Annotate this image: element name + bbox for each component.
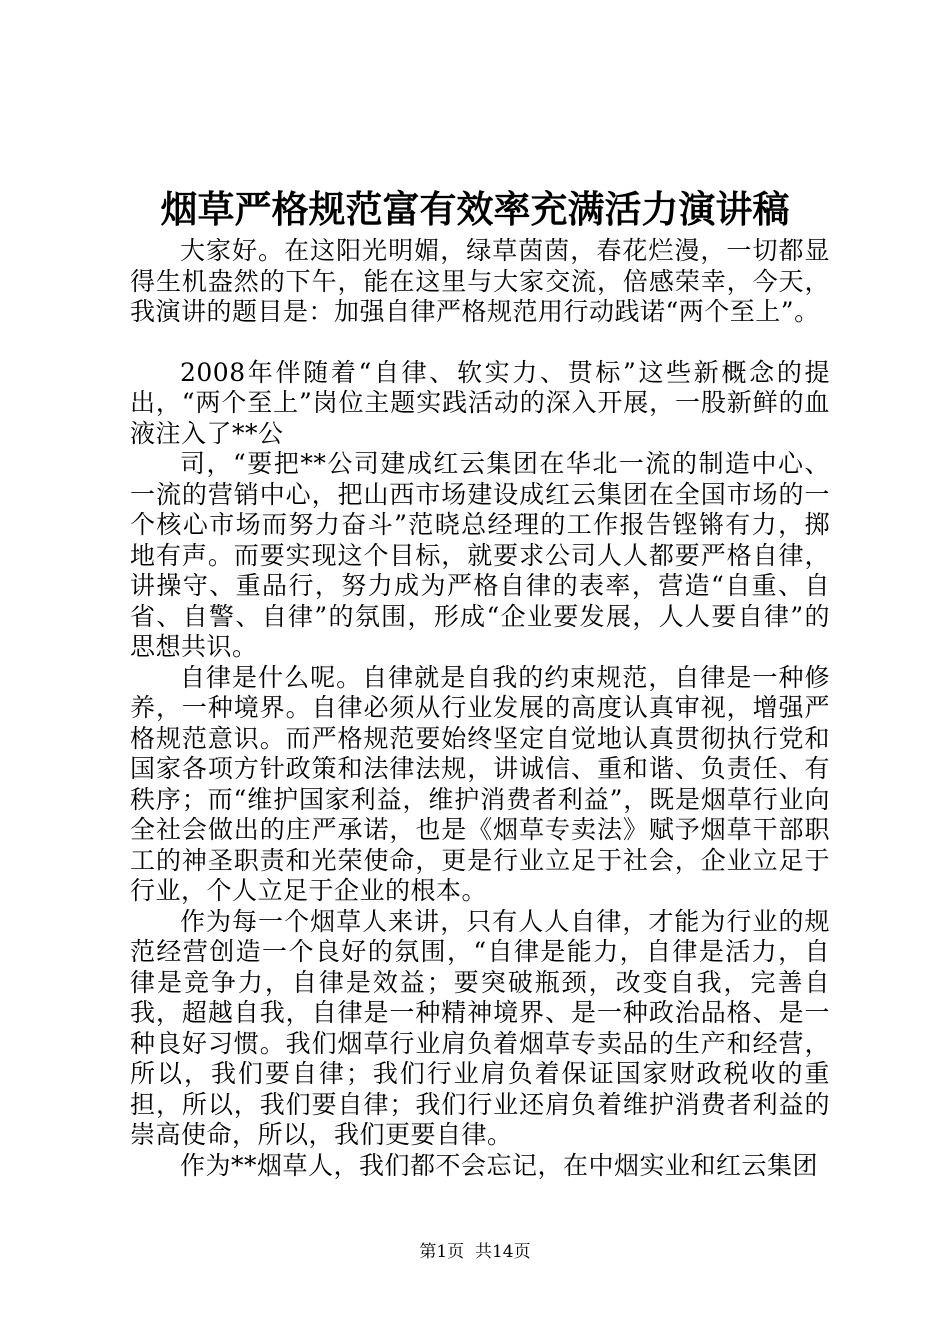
paragraph-what-is-self-discipline: 自律是什么呢。自律就是自我的约束规范，自律是一种修养，一种境界。自律必须从行业发展的高度认真审视，增强严格规范意识。而严格规范要始终坚定自觉地认真贯彻执行党和国家各项方针政策和法律法规，讲诚信、重和谐、负责任、有秩序；而“维护国家利益，维护消费者利益”，既是烟草行业向全社会做出的庄严承诺，也是《烟草专卖法》赋予烟草干部职工的神圣职责和光荣使命，更是行业立足于社会，企业立足于行业，个人立足于企业的根本。	[130, 662, 830, 905]
paragraph-greeting: 大家好。在这阳光明媚，绿草茵茵，春花烂漫，一切都显得生机盎然的下午，能在这里与大家交流，倍感荣幸，今天，我演讲的题目是：加强自律严格规范用行动践诺“两个至上”。	[130, 236, 830, 326]
paragraph-gap	[130, 328, 830, 358]
paragraph-as-tobacco-person: 作为**烟草人，我们都不会忘记，在中烟实业和红云集团	[180, 1150, 819, 1180]
document-body	[130, 236, 830, 1181]
page-number: 第1页 共14页	[419, 1242, 531, 1262]
document-title: 烟草严格规范富有效率充满活力演讲稿	[160, 187, 790, 231]
page-footer	[0, 1240, 950, 1264]
paragraph-2008: 2008年伴随着“自律、软实力、贯标”这些新概念的提出，“两个至上”岗位主题实践活动的深入开展，一股新鲜的血液注入了**公	[130, 357, 830, 448]
paragraph-every-tobacco-person: 作为每一个烟草人来讲，只有人人自律，才能为行业的规范经营创造一个良好的氛围，“自律是能力，自律是活力，自律是竞争力，自律是效益；要突破瓶颈，改变自我，完善自我，超越自我，自律是一种精神境界、是一种政治品格、是一种良好习惯。我们烟草行业肩负着烟草专卖品的生产和经营，所以，我们要自律；我们行业肩负着保证国家财政税收的重担，所以，我们要自律；我们行业还肩负着维护消费者利益的崇高使命，所以，我们更要自律。	[130, 906, 830, 1149]
paragraph-company-goal: 司，“要把**公司建成红云集团在华北一流的制造中心、一流的营销中心，把山西市场建设成红云集团在全国市场的一个核心市场而努力奋斗”范晓总经理的工作报告铿锵有力，掷地有声。而要实现这个目标，就要求公司人人都要严格自律，讲操守、重品行，努力成为严格自律的表率，营造“自重、自省、自警、自律”的氛围，形成“企业要发展，人人要自律”的思想共识。	[130, 449, 830, 661]
